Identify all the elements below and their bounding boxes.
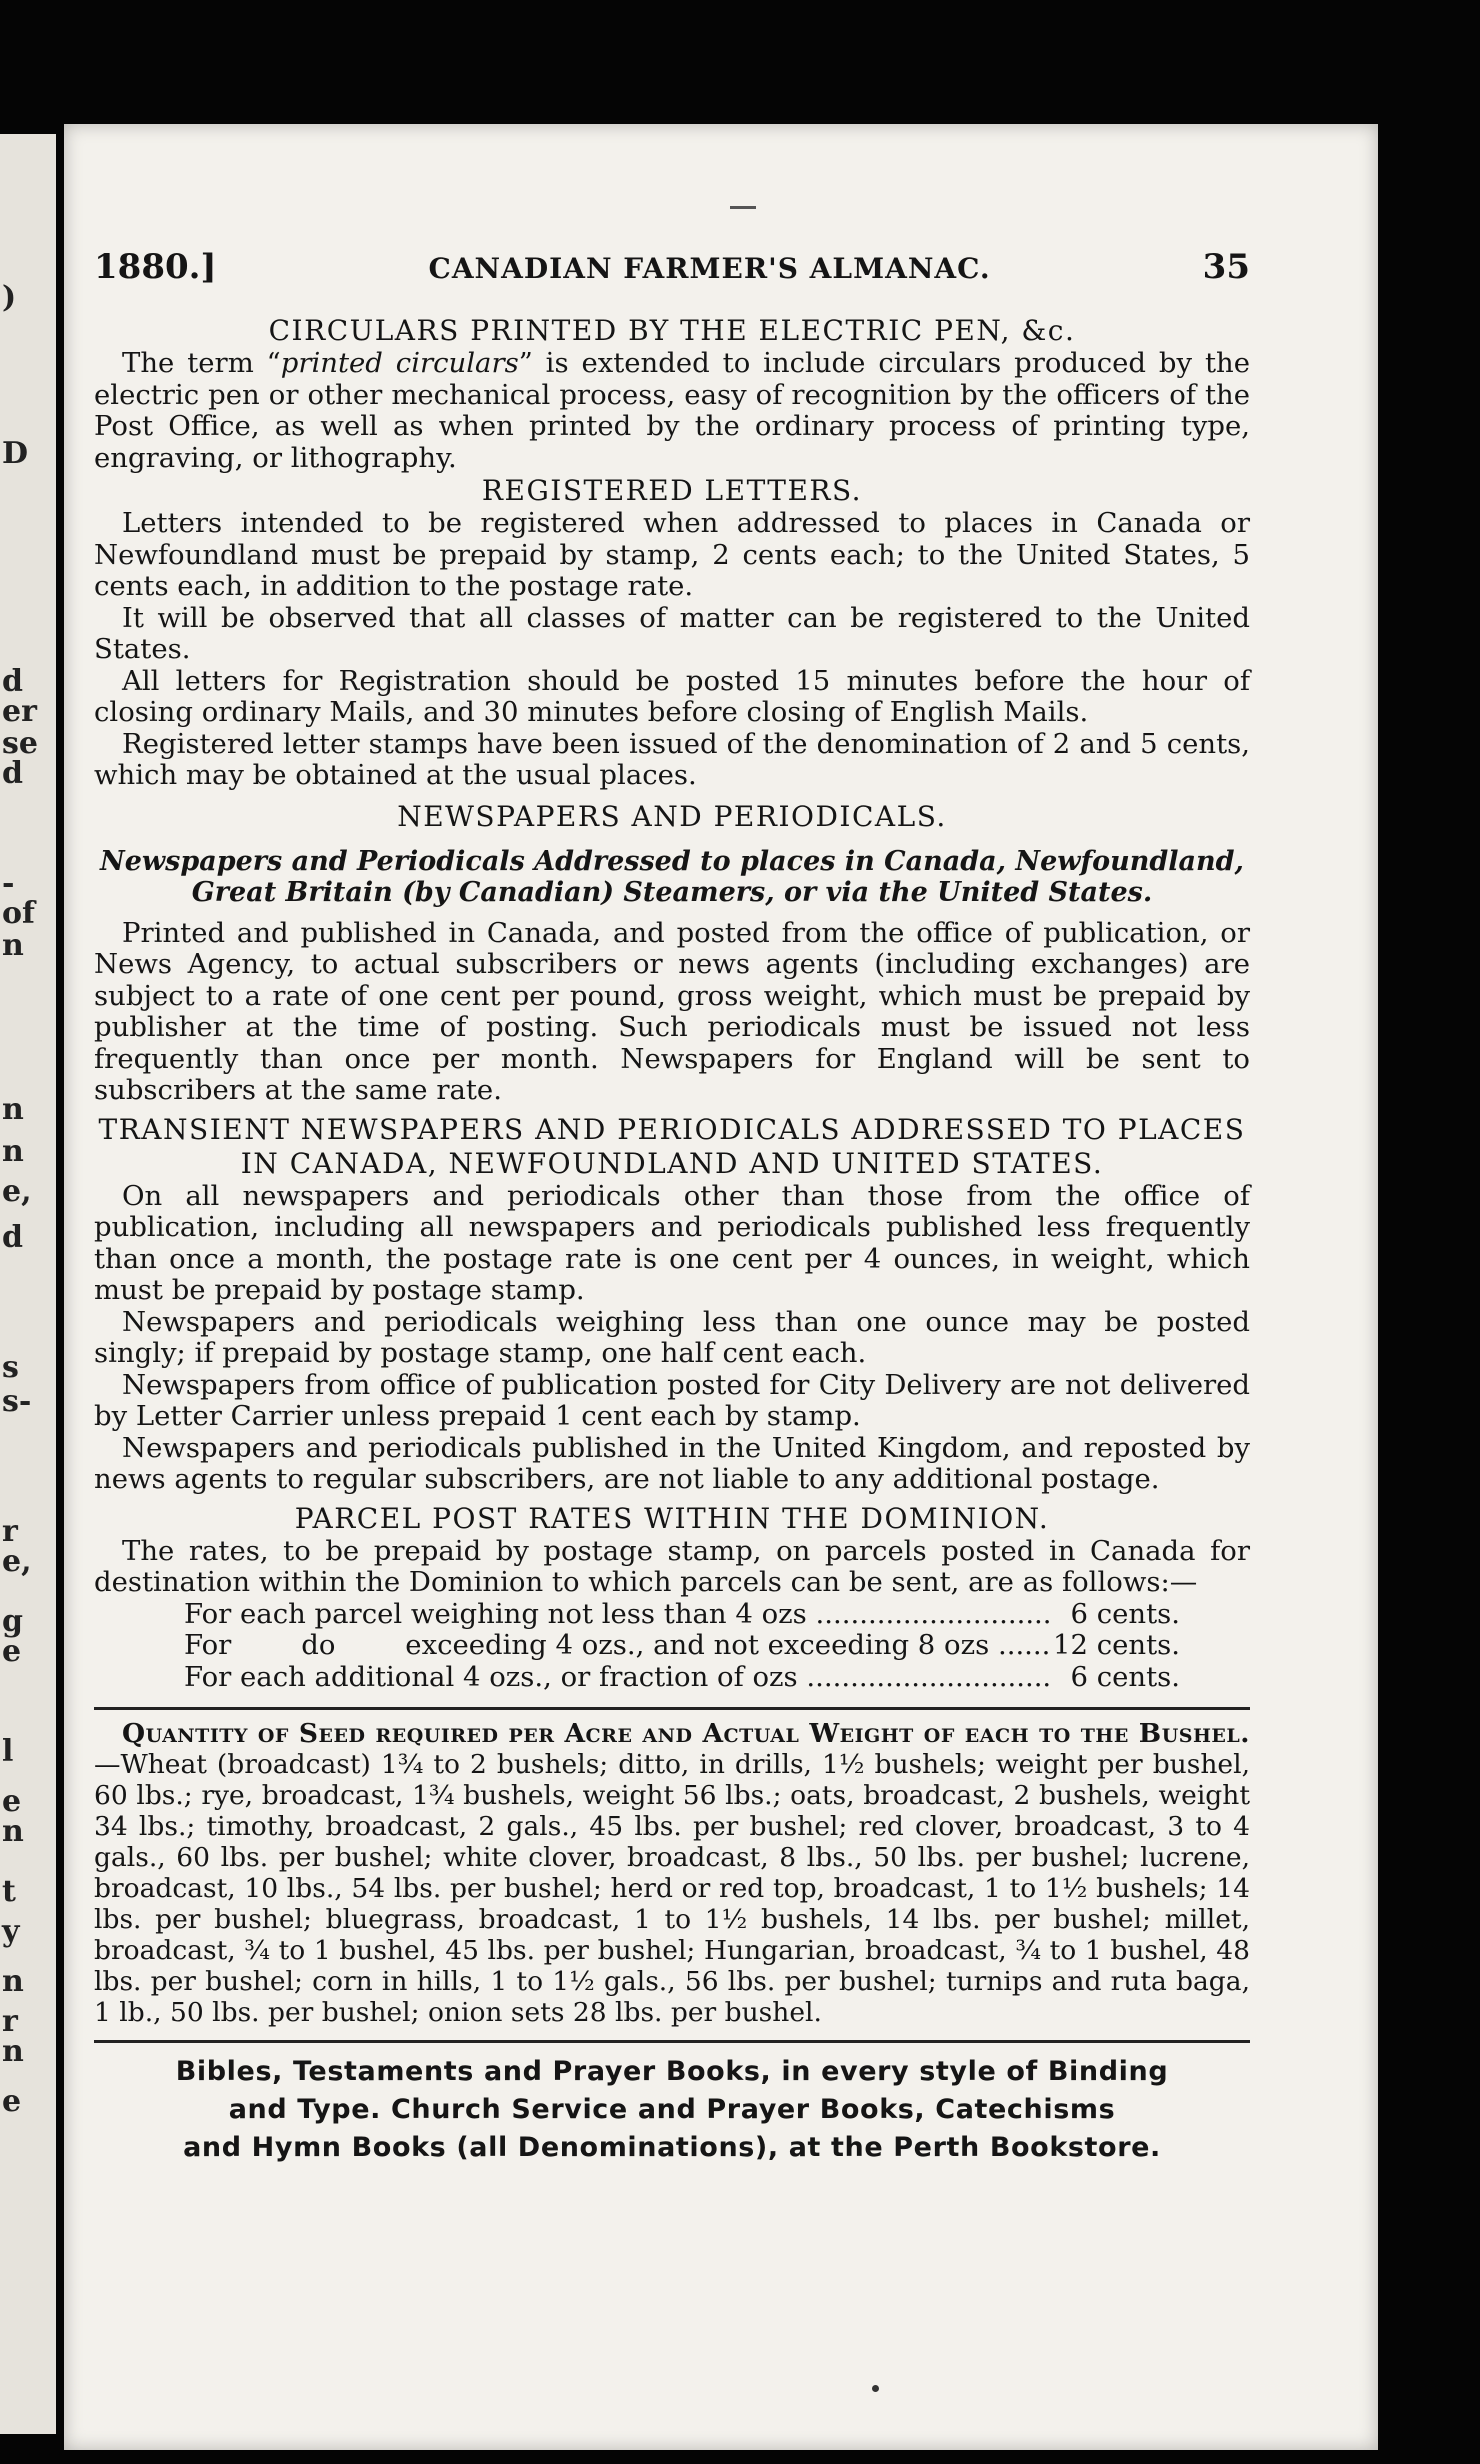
facing-page-fragment: e,	[2, 1544, 32, 1579]
facing-page-fragment: n	[2, 2034, 24, 2069]
seed-lead: Quantity of Seed required per Acre and Actual Weight of each to the Bushel.	[122, 1718, 1250, 1749]
rate-amount: 6 cents.	[1070, 1597, 1180, 1630]
bookstore-advertisement	[94, 2053, 1250, 2167]
facing-page-fragment: e	[2, 1634, 22, 1669]
registered-paragraph-2: It will be observed that all classes of matter can be registered to the United States.	[94, 601, 1250, 665]
circulars-text-before: The term “	[122, 347, 281, 379]
facing-page-fragment: r	[2, 2004, 18, 2039]
facing-page-fragment: n	[2, 928, 24, 963]
facing-page-fragment: n	[2, 1134, 24, 1169]
facing-page-fragment: e	[2, 2084, 22, 2119]
rate-row	[184, 1630, 1180, 1662]
header-title: CANADIAN FARMER'S ALMANAC.	[428, 252, 991, 285]
facing-page-fragment: e,	[2, 1174, 32, 1209]
facing-page-fragment: g	[2, 1604, 23, 1639]
registered-paragraph-1: Letters intended to be registered when addressed to places in Canada or Newfoundland must be prepaid by stamp, 2 cents each; to the United States, 5 cents each, in addition to the postage rate.	[94, 507, 1250, 602]
newspapers-subheading: Newspapers and Periodicals Addressed to places in Canada, Newfoundland, Great Britain (by Canadian) Steamers, or via the United States.	[100, 845, 1244, 908]
circulars-heading: CIRCULARS PRINTED BY THE ELECTRIC PEN, &c.	[268, 314, 1076, 347]
circulars-emphasis: printed circulars	[280, 347, 519, 379]
divider-rule	[94, 1707, 1250, 1710]
registered-paragraph-3: All letters for Registration should be posted 15 minutes before the hour of closing ordinary Mails, and 30 minutes before closing of English Mails.	[94, 664, 1250, 728]
parcel-rates	[184, 1599, 1180, 1694]
facing-page-fragment: D	[2, 436, 29, 471]
rate-description: For each parcel weighing not less than 4 ozs .....	[184, 1599, 1050, 1631]
transient-heading-line2: IN CANADA, NEWFOUNDLAND AND UNITED STATES.	[240, 1146, 1104, 1180]
page-content	[94, 247, 1250, 2167]
seed-paragraph	[94, 1718, 1250, 2028]
page-number: 35	[1202, 247, 1250, 287]
rate-description: For do exceeding 4 ozs., and not exceeding 8 ozs .....	[184, 1630, 1050, 1662]
registered-paragraph-4: Registered letter stamps have been issued of the denomination of 2 and 5 cents, which may be obtained at the usual places.	[94, 727, 1250, 791]
transient-heading-line1: TRANSIENT NEWSPAPERS AND PERIODICALS ADDRESSED TO PLACES	[98, 1112, 1246, 1146]
circulars-paragraph	[94, 348, 1250, 474]
facing-page-fragment: )	[2, 280, 17, 315]
facing-page-fragment: n	[2, 1814, 24, 1849]
transient-paragraph-2: Newspapers and periodicals weighing less than one ounce may be posted singly; if prepaid by postage stamp, one half cent each.	[94, 1305, 1250, 1369]
printer-mark	[730, 206, 756, 209]
facing-page-fragment: r	[2, 1514, 18, 1549]
facing-page-fragment: s	[2, 1350, 19, 1385]
facing-page-fragment: n	[2, 1964, 24, 1999]
header-year: 1880.]	[94, 247, 217, 287]
facing-page-fragment: t	[2, 1874, 16, 1909]
newspapers-heading: NEWSPAPERS AND PERIODICALS.	[397, 799, 947, 833]
running-head	[94, 247, 1250, 306]
parcel-heading: PARCEL POST RATES WITHIN THE DOMINION.	[294, 1501, 1050, 1535]
facing-page-fragment: of	[2, 896, 35, 931]
rate-row	[184, 1599, 1180, 1631]
rate-description: For each additional 4 ozs., or fraction of ozs .....	[184, 1662, 1050, 1694]
facing-page-fragment: d	[2, 664, 23, 699]
facing-page-fragment: l	[2, 1734, 14, 1769]
seed-body: —Wheat (broadcast) 1¾ to 2 bushels; ditto, in drills, 1½ bushels; weight per bushel, 60 lbs.; rye, broadcast, 1¾ bushels, weight 56 lbs.; oats, broadcast, 2 bushels, weight 34 lbs.; timothy, broadcast, 2 gals., 45 lbs. per bushel; red clover, broadcast, 3 to 4 gals., 60 lbs. per bushel; white clover, broadcast, 8 lbs., 50 lbs. per bushel; lucrene, broadcast, 10 lbs., 54 lbs. per bushel; herd or red top, broadcast, 1 to 1½ bushels; 14 lbs. per bushel; bluegrass, broadcast, 1 to 1½ bushels, 14 lbs. per bushel; millet, broadcast, ¾ to 1 bushel, 45 lbs. per bushel; Hungarian, broadcast, ¾ to 1 bushel, 48 lbs. per bushel; corn in hills, 1 to 1½ gals., 56 lbs. per bushel; turnips and ruta baga, 1 lb., 50 lbs. per bushel; onion sets 28 lbs. per bushel.	[94, 1749, 1250, 2028]
parcel-intro: The rates, to be prepaid by postage stamp, on parcels posted in Canada for destination within the Dominion to which parcels can be sent, are as follows:—	[94, 1534, 1250, 1598]
ink-speck	[872, 2385, 879, 2392]
facing-page-fragment: y	[2, 1914, 20, 1949]
rate-amount: 6 cents.	[1070, 1660, 1180, 1693]
advert-line-3: and Hymn Books (all Denominations), at the Perth Bookstore.	[183, 2132, 1161, 2163]
facing-page-fragment: n	[2, 1092, 24, 1127]
circulars-text-after: ” is extended to include circulars produced by the electric pen or other mechanical process, easy of recognition by the officers of the Post Office, as well as when printed by the ordinary process of printing type, engraving, or lithography.	[94, 347, 1250, 474]
facing-page-fragment: s-	[2, 1384, 32, 1419]
transient-paragraph-4: Newspapers and periodicals published in the United Kingdom, and reposted by news agents to regular subscribers, are not liable to any additional postage.	[94, 1431, 1250, 1495]
facing-page-fragment: se	[2, 726, 38, 761]
facing-page-fragment: e	[2, 1784, 22, 1819]
transient-paragraph-1: On all newspapers and periodicals other than those from the office of publication, including all newspapers and periodicals published less frequently than once a month, the postage rate is one cent per 4 ounces, in weight, which must be prepaid by postage stamp.	[94, 1179, 1250, 1306]
rate-amount: 12 cents.	[1052, 1629, 1180, 1661]
transient-paragraph-3: Newspapers from office of publication posted for City Delivery are not delivered by Letter Carrier unless prepaid 1 cent each by stamp.	[94, 1368, 1250, 1432]
newspapers-paragraph-1: Printed and published in Canada, and posted from the office of publication, or News Agency, to actual subscribers or news agents (including exchanges) are subject to a rate of one cent per pound, gross weight, which must be prepaid by publisher at the time of posting. Such periodicals must be issued not less frequently than once per month. Newspapers for England will be sent to subscribers at the same rate.	[94, 916, 1250, 1106]
facing-page-fragment: er	[2, 694, 37, 729]
facing-page-fragment: d	[2, 1220, 23, 1255]
divider-rule	[94, 2040, 1250, 2043]
registered-heading: REGISTERED LETTERS.	[481, 474, 863, 507]
facing-page-fragment: -	[2, 866, 15, 901]
advert-line-2: and Type. Church Service and Prayer Books, Catechisms	[228, 2094, 1116, 2125]
rate-row	[184, 1662, 1180, 1694]
almanac-page	[64, 124, 1378, 2450]
advert-line-1: Bibles, Testaments and Prayer Books, in every style of Binding	[175, 2056, 1169, 2087]
facing-page-edge	[0, 134, 56, 2434]
facing-page-fragment: d	[2, 756, 23, 791]
